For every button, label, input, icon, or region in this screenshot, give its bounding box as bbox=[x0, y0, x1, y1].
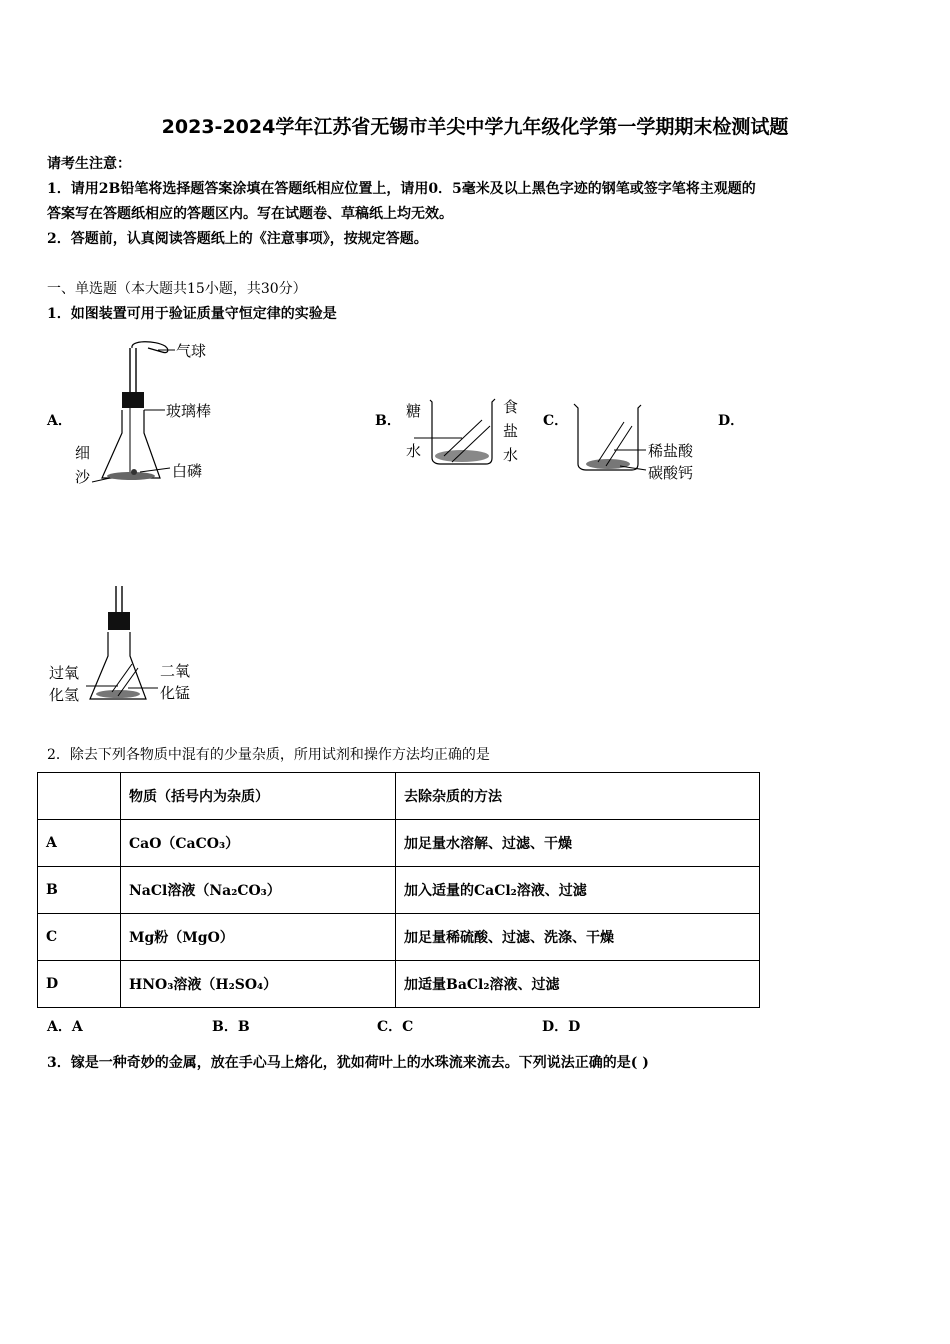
row-method: 加足量稀硫酸、过滤、洗涤、干燥 bbox=[396, 914, 760, 961]
q2-answer-c: C．C bbox=[377, 1019, 414, 1035]
label-h2o2-2: 化氢 bbox=[49, 686, 80, 704]
apparatus-a-diagram bbox=[70, 338, 230, 493]
row-label: A bbox=[38, 820, 121, 867]
notice-item-1-cont: 答案写在答题纸相应的答题区内。写在试题卷、草稿纸上均无效。 bbox=[47, 206, 453, 222]
label-white-phosphorus: 白磷 bbox=[172, 462, 203, 480]
row-method: 加入适量的CaCl₂溶液、过滤 bbox=[396, 867, 760, 914]
label-dilute-hcl: 稀盐酸 bbox=[648, 442, 694, 460]
label-h2o2-1: 过氧 bbox=[49, 664, 80, 682]
row-label: B bbox=[38, 867, 121, 914]
section-heading: 一、单选题（本大题共15小题，共30分） bbox=[47, 281, 307, 297]
label-mno2-1: 二氧 bbox=[160, 662, 191, 680]
label-sand-1: 细 bbox=[75, 444, 91, 462]
purification-table bbox=[37, 772, 760, 1008]
q1-option-b-label: B． bbox=[375, 413, 401, 429]
row-method: 加适量BaCl₂溶液、过滤 bbox=[396, 961, 760, 1008]
q1-option-a-label: A． bbox=[47, 413, 72, 429]
apparatus-d-diagram bbox=[46, 584, 206, 709]
row-substance: Mg粉（MgO） bbox=[121, 914, 396, 961]
page-title: 2023-2024学年江苏省无锡市羊尖中学九年级化学第一学期期末检测试题 bbox=[161, 116, 789, 138]
label-water: 水 bbox=[406, 442, 422, 460]
label-salt-3: 水 bbox=[503, 446, 519, 464]
apparatus-c-diagram bbox=[570, 400, 710, 485]
row-substance: CaO（CaCO₃） bbox=[121, 820, 396, 867]
table-header-cell: 物质（括号内为杂质） bbox=[121, 773, 396, 820]
label-mno2-2: 化锰 bbox=[160, 684, 191, 702]
question-1-stem: 1．如图装置可用于验证质量守恒定律的实验是 bbox=[47, 306, 337, 322]
label-balloon: 气球 bbox=[176, 342, 207, 360]
notice-item-2: 2．答题前，认真阅读答题纸上的《注意事项》，按规定答题。 bbox=[47, 231, 428, 247]
table-row bbox=[38, 961, 760, 1008]
table-row bbox=[38, 914, 760, 961]
row-label: D bbox=[38, 961, 121, 1008]
label-sand-2: 沙 bbox=[75, 468, 91, 486]
row-method: 加足量水溶解、过滤、干燥 bbox=[396, 820, 760, 867]
table-header-row bbox=[38, 773, 760, 820]
label-calcium-carbonate: 碳酸钙 bbox=[648, 464, 694, 482]
q2-answer-d: D．D bbox=[542, 1019, 581, 1035]
table-header-cell: 去除杂质的方法 bbox=[396, 773, 760, 820]
q2-answer-b: B．B bbox=[212, 1019, 250, 1035]
q2-answer-a: A．A bbox=[47, 1019, 83, 1035]
label-sugar: 糖 bbox=[406, 402, 422, 420]
label-salt-2: 盐 bbox=[503, 422, 519, 440]
q1-option-d-label: D． bbox=[718, 413, 745, 429]
table-row bbox=[38, 867, 760, 914]
label-glass-rod: 玻璃棒 bbox=[166, 402, 212, 420]
question-2-stem: 2．除去下列各物质中混有的少量杂质，所用试剂和操作方法均正确的是 bbox=[47, 747, 490, 763]
label-salt-1: 食 bbox=[503, 398, 519, 416]
row-substance: HNO₃溶液（H₂SO₄） bbox=[121, 961, 396, 1008]
q1-option-c-label: C． bbox=[543, 413, 569, 429]
row-label: C bbox=[38, 914, 121, 961]
table-header-cell bbox=[38, 773, 121, 820]
apparatus-b-diagram bbox=[400, 396, 530, 471]
notice-heading: 请考生注意： bbox=[47, 156, 131, 172]
table-row bbox=[38, 820, 760, 867]
row-substance: NaCl溶液（Na₂CO₃） bbox=[121, 867, 396, 914]
notice-item-1: 1．请用2B铅笔将选择题答案涂填在答题纸相应位置上，请用0．5毫米及以上黑色字迹的钢笔或签字笔将主观题的 bbox=[47, 181, 756, 197]
question-3-stem: 3．镓是一种奇妙的金属，放在手心马上熔化，犹如荷叶上的水珠流来流去。下列说法正确的是( ) bbox=[47, 1055, 649, 1071]
